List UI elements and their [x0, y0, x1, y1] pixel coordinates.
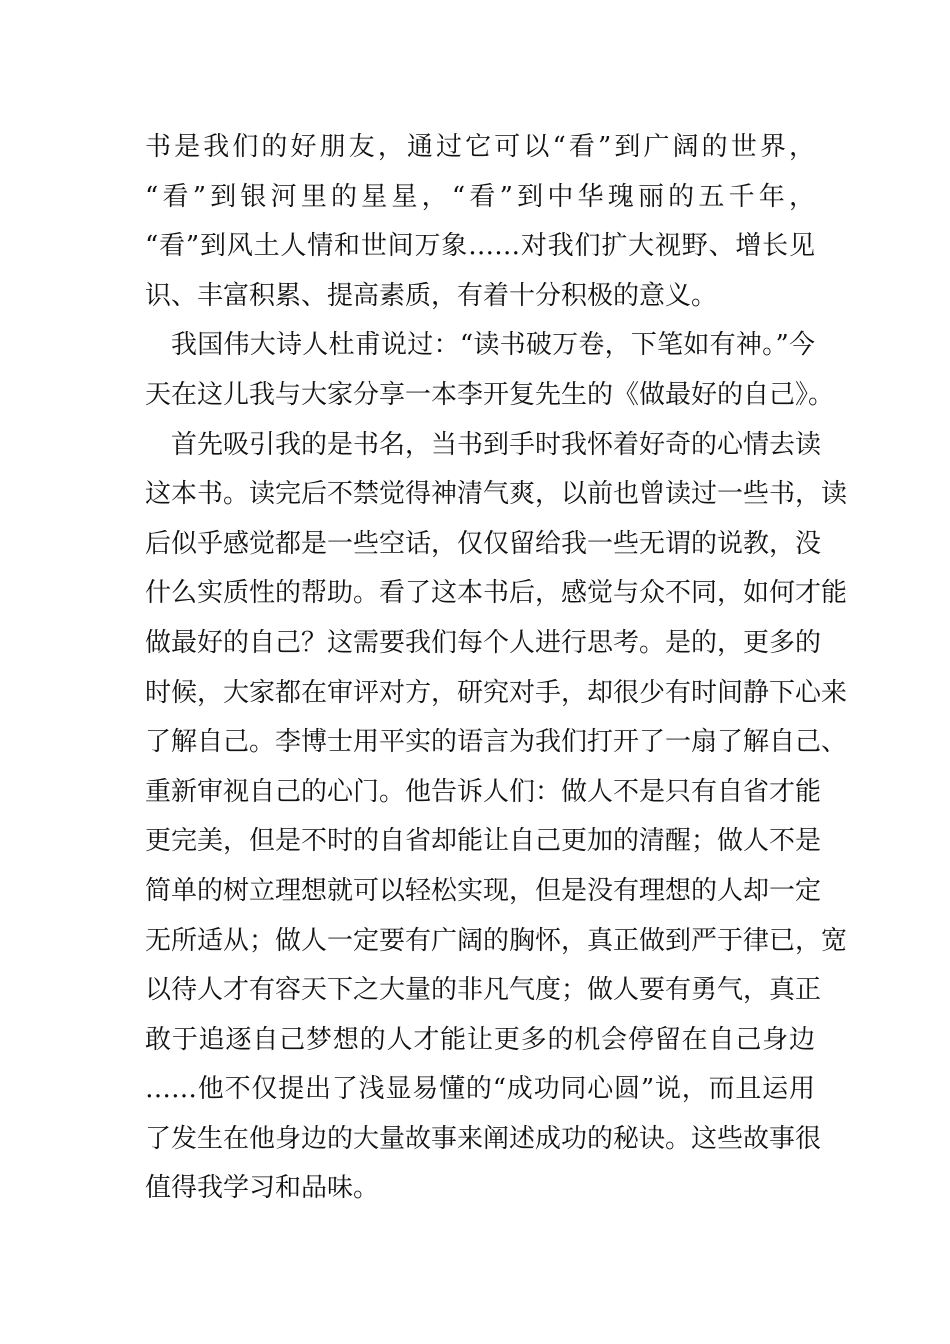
text-line: 这本书。读完后不禁觉得神清气爽，以前也曾读过一些书，读 [145, 479, 848, 510]
text-line: 做最好的自己？这需要我们每个人进行思考。是的，更多的 [145, 627, 822, 658]
text-line: 首先吸引我的是书名，当书到手时我怀着好奇的心情去读 [171, 429, 822, 460]
text-line: 书是我们的好朋友，通过它可以“看”到广阔的世界， [145, 132, 815, 162]
text-line: 天在这儿我与大家分享一本李开复先生的《做最好的自己》。 [145, 379, 835, 410]
text-line: ……他不仅提出了浅显易懂的“成功同心圆”说，而且运用 [145, 1074, 815, 1105]
text-line: 识、丰富积累、提高素质，有着十分积极的意义。 [145, 280, 718, 311]
text-line: “看”到风土人情和世间万象……对我们扩大视野、增长见 [145, 231, 815, 262]
text-line: 敢于追逐自己梦想的人才能让更多的机会停留在自己身边 [145, 1024, 815, 1055]
text-line: “看”到银河里的星星，“看”到中华瑰丽的五千年， [145, 181, 815, 212]
text-line: 简单的树立理想就可以轻松实现，但是没有理想的人却一定 [145, 875, 822, 906]
text-line: 以待人才有容天下之大量的非凡气度；做人要有勇气，真正 [145, 975, 822, 1006]
text-line: 了解自己。李博士用平实的语言为我们打开了一扇了解自己、 [145, 727, 848, 758]
paragraph-2 [145, 321, 835, 420]
text-line: 值得我学习和品味。 [145, 1173, 380, 1204]
text-line: 我国伟大诗人杜甫说过：“读书破万卷，下笔如有神。”今 [171, 330, 815, 361]
text-line: 了发生在他身边的大量故事来阐述成功的秘诀。这些故事很 [145, 1123, 822, 1154]
text-line: 时候，大家都在审评对方，研究对手，却很少有时间静下心来 [145, 677, 848, 708]
text-line: 后似乎感觉都是一些空话，仅仅留给我一些无谓的说教，没 [145, 528, 822, 559]
document-body [145, 123, 848, 1214]
paragraph-1 [145, 123, 815, 321]
text-line: 重新审视自己的心门。他告诉人们：做人不是只有自省才能 [145, 776, 822, 807]
text-line: 更完美，但是不时的自省却能让自己更加的清醒；做人不是 [145, 826, 822, 857]
text-line: 什么实质性的帮助。看了这本书后，感觉与众不同，如何才能 [145, 578, 848, 609]
paragraph-3 [145, 421, 848, 1215]
text-line: 无所适从；做人一定要有广阔的胸怀，真正做到严于律已，宽 [145, 925, 848, 956]
